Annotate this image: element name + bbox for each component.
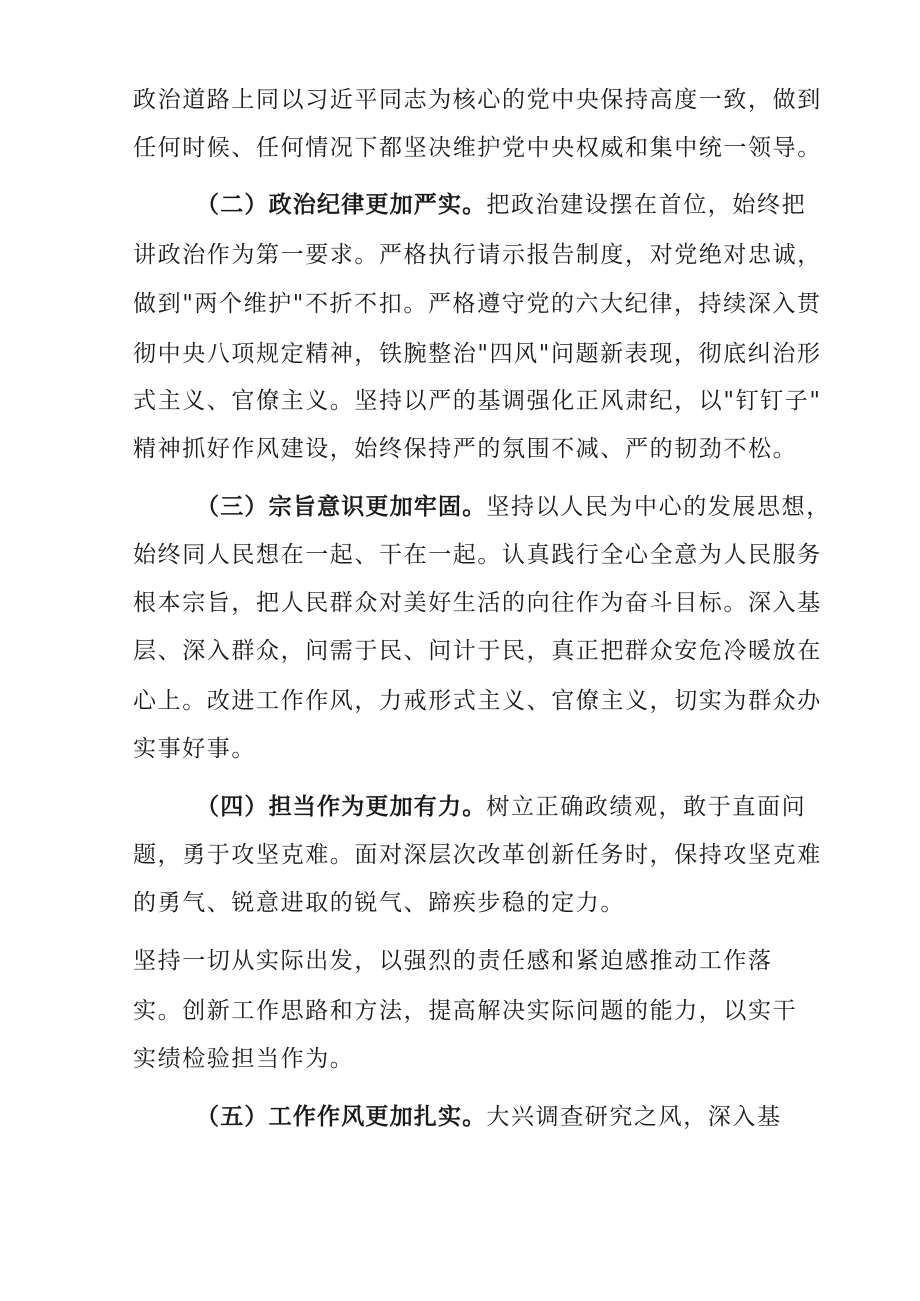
paragraph-line: 实。创新工作思路和方法，提高解决实际问题的能力，以实干 [133, 998, 798, 1024]
paragraph-line: 实绩检验担当作为。 [133, 1046, 355, 1072]
paragraph-line: 实事好事。 [133, 736, 256, 762]
paragraph-line: 心上。改进工作作风，力戒形式主义、官僚主义，切实为群众办 [133, 688, 822, 714]
paragraph-first-line [196, 1101, 846, 1133]
section-heading: （五）工作作风更加扎实。 [196, 1104, 487, 1130]
paragraph-line: 根本宗旨，把人民群众对美好生活的向往作为奋斗目标。深入基 [133, 590, 822, 616]
paragraph-line: 讲政治作为第一要求。严格执行请示报告制度，对党绝对忠诚， [133, 242, 822, 268]
paragraph-text: 树立正确政绩观，敢于直面问 [486, 794, 807, 820]
paragraph-line: 精神抓好作风建设，始终保持严的氛围不减、严的韧劲不松。 [133, 436, 798, 462]
paragraph-text: 把政治建设摆在首位，始终把 [486, 192, 807, 218]
section-heading: （三）宗旨意识更加牢固。 [196, 494, 487, 520]
paragraph-line: 做到"两个维护"不折不扣。严格遵守党的六大纪律，持续深入贯 [133, 291, 822, 317]
paragraph-line: 题，勇于攻坚克难。面对深层次改革创新任务时，保持攻坚克难 [133, 842, 822, 868]
paragraph-first-line [196, 189, 846, 221]
paragraph-first-line [196, 791, 846, 823]
paragraph-line: 的勇气、锐意进取的锐气、蹄疾步稳的定力。 [133, 890, 625, 916]
paragraph-line: 彻中央八项规定精神，铁腕整治"四风"问题新表现，彻底纠治形 [133, 341, 822, 367]
section-heading: （二）政治纪律更加严实。 [196, 192, 487, 218]
paragraph-text: 坚持以人民为中心的发展思想， [486, 494, 831, 520]
paragraph-text: 大兴调查研究之风，深入基 [486, 1104, 782, 1130]
paragraph-line: 层、深入群众，问需于民、问计于民，真正把群众安危冷暖放在 [133, 638, 822, 664]
paragraph-line: 任何时候、任何情况下都坚决维护党中央权威和集中统一领导。 [133, 135, 822, 161]
section-heading: （四）担当作为更加有力。 [196, 794, 487, 820]
paragraph-line: 坚持一切从实际出发，以强烈的责任感和紧迫感推动工作落 [133, 948, 773, 974]
paragraph-line: 政治道路上同以习近平同志为核心的党中央保持高度一致，做到 [133, 87, 822, 113]
paragraph-first-line [196, 491, 846, 523]
paragraph-line: 始终同人民想在一起、干在一起。认真践行全心全意为人民服务 [133, 542, 822, 568]
paragraph-line: 式主义、官僚主义。坚持以严的基调强化正风肃纪，以"钉钉子" [133, 388, 822, 414]
